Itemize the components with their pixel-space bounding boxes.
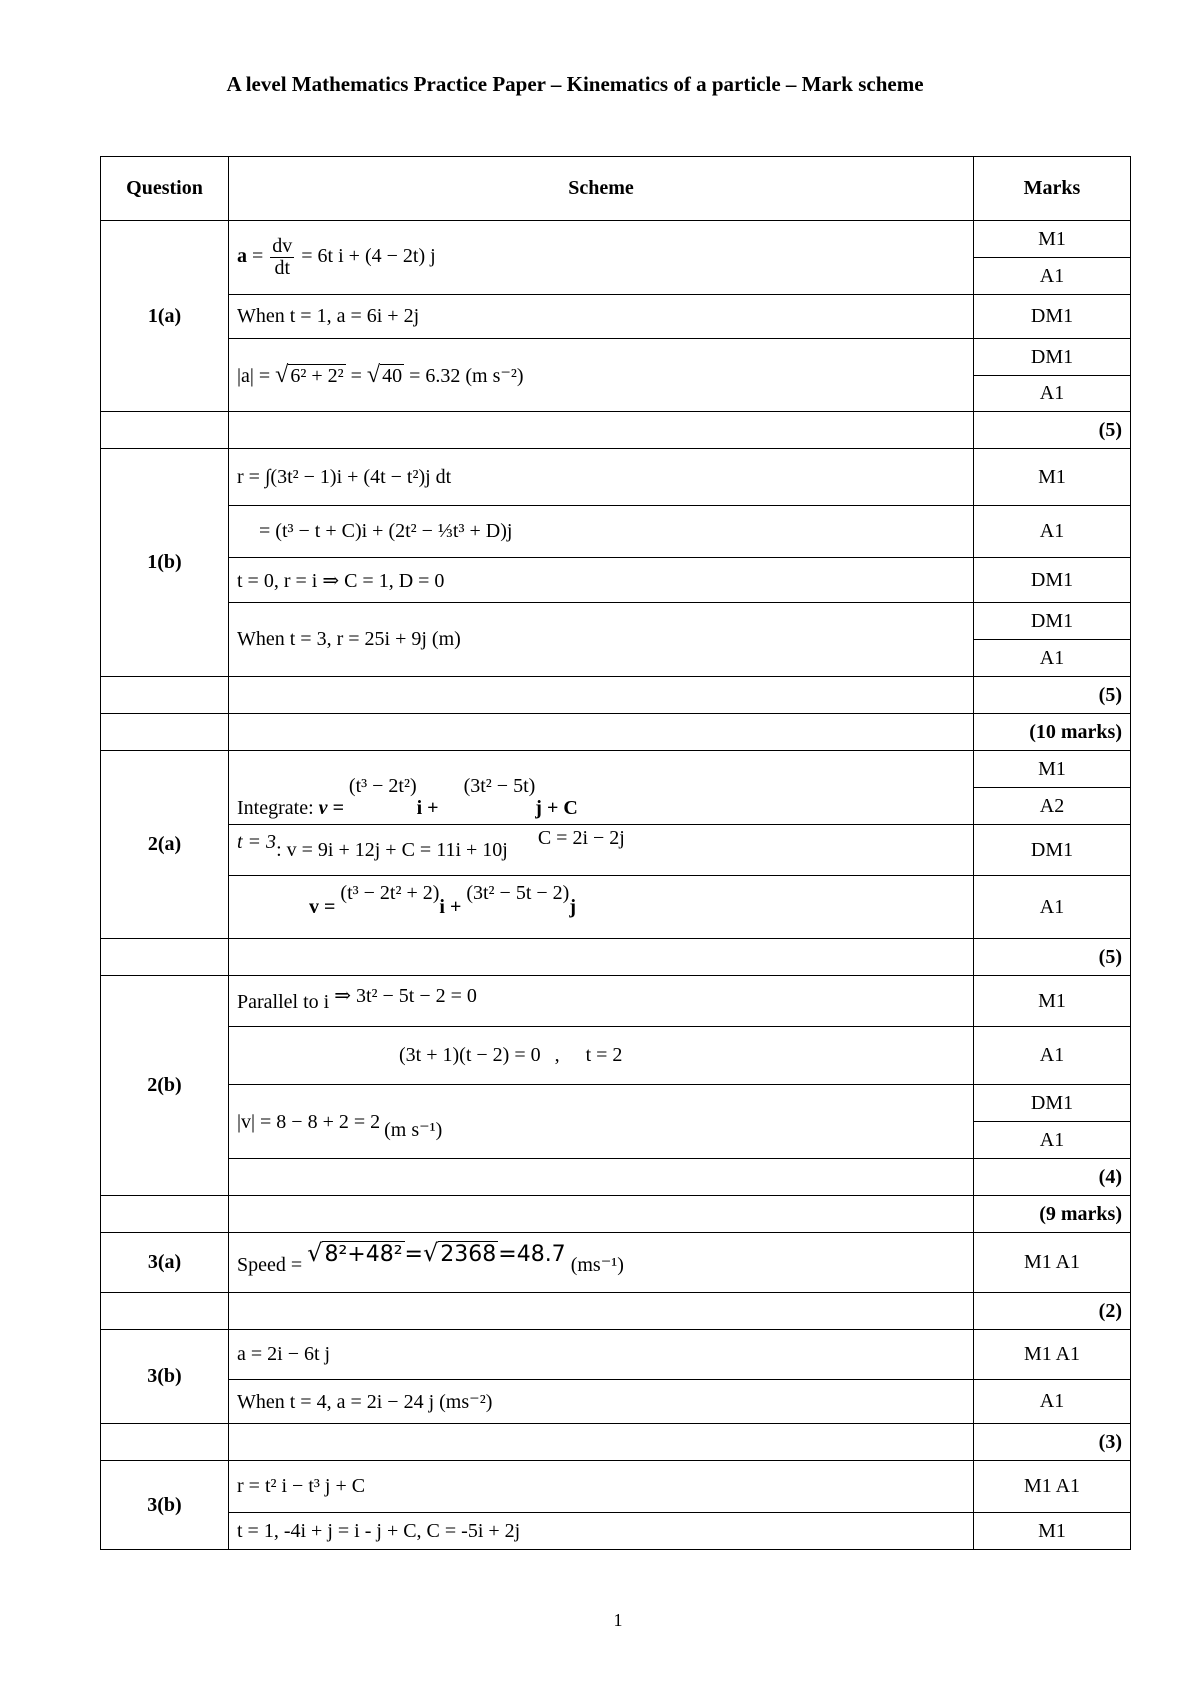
header-scheme: Scheme xyxy=(229,157,974,221)
subtotal: (5) xyxy=(974,412,1131,449)
table-row xyxy=(101,976,1131,1027)
mark-cell: A2 xyxy=(974,788,1131,825)
page-title: A level Mathematics Practice Paper – Kinematics of a particle – Mark scheme xyxy=(226,72,924,96)
scheme-line: a = 2i − 6t j xyxy=(229,1330,974,1380)
table-row xyxy=(101,751,1131,788)
mark-cell: A1 xyxy=(974,258,1131,295)
subtotal: (4) xyxy=(974,1159,1131,1196)
scheme-line: When t = 4, a = 2i − 24 j (ms⁻²) xyxy=(229,1380,974,1424)
mark-cell: DM1 xyxy=(974,295,1131,339)
scheme-line: r = t² i − t³ j + C xyxy=(229,1461,974,1513)
scheme-line: Integrate: v = (t³ − 2t²)i + (3t² − 5t)j + C xyxy=(229,751,974,825)
mark-scheme-table xyxy=(100,156,1131,1550)
scheme-line: (3t + 1)(t − 2) = 0 , t = 2 xyxy=(229,1027,974,1085)
subtotal-row xyxy=(101,1424,1131,1461)
mark-cell: M1 xyxy=(974,976,1131,1027)
mark-cell: M1 A1 xyxy=(974,1461,1131,1513)
subtotal: (5) xyxy=(974,677,1131,714)
scheme-line: a = $\frac{dv}{dt}$ = 6t i + (4 − 2t) j xyxy=(229,221,974,295)
total-marks: (9 marks) xyxy=(974,1196,1131,1233)
total-row xyxy=(101,714,1131,751)
table-row xyxy=(101,506,1131,558)
scheme-line: Speed = √8²+48²=√2368=48.7 (ms⁻¹) xyxy=(229,1233,974,1293)
mark-cell: DM1 xyxy=(974,558,1131,603)
scheme-line: r = ∫(3t² − 1)i + (4t − t²)j dt xyxy=(229,449,974,506)
mark-cell: DM1 xyxy=(974,825,1131,876)
table-row xyxy=(101,1233,1131,1293)
scheme-line: When t = 1, a = 6i + 2j xyxy=(229,295,974,339)
subtotal-row xyxy=(101,677,1131,714)
table-row xyxy=(101,1380,1131,1424)
subtotal: (2) xyxy=(974,1293,1131,1330)
total-row xyxy=(101,1196,1131,1233)
mark-cell: DM1 xyxy=(974,603,1131,640)
table-row xyxy=(101,1513,1131,1550)
scheme-line: |a| = √ 6² + 2² = √ 40 = 6.32 (m s⁻²) xyxy=(229,339,974,412)
page-number: 1 xyxy=(613,1610,623,1630)
scheme-line: |v| = 8 − 8 + 2 = 2 (m s⁻¹) xyxy=(229,1085,974,1159)
table-row xyxy=(101,825,1131,876)
subtotal-row xyxy=(101,1159,1131,1196)
question-label: 3(b) xyxy=(101,1330,229,1424)
mark-cell: M1 xyxy=(974,449,1131,506)
mark-cell: M1 A1 xyxy=(974,1233,1131,1293)
table-row xyxy=(101,1027,1131,1085)
mark-cell: M1 xyxy=(974,221,1131,258)
question-label: 3(b) xyxy=(101,1461,229,1550)
mark-cell: A1 xyxy=(974,640,1131,677)
total-marks: (10 marks) xyxy=(974,714,1131,751)
scheme-line: When t = 3, r = 25i + 9j (m) xyxy=(229,603,974,677)
mark-cell: A1 xyxy=(974,376,1131,412)
table-row xyxy=(101,295,1131,339)
table-header-row xyxy=(101,157,1131,221)
table-row xyxy=(101,1085,1131,1122)
header-marks: Marks xyxy=(974,157,1131,221)
mark-cell: M1 xyxy=(974,751,1131,788)
mark-cell: M1 A1 xyxy=(974,1330,1131,1380)
question-label: 1(a) xyxy=(101,221,229,412)
mark-cell: A1 xyxy=(974,506,1131,558)
scheme-line: v = (t³ − 2t² + 2)i + (3t² − 5t − 2)j xyxy=(229,876,974,939)
header-question: Question xyxy=(101,157,229,221)
fraction: $\frac{dv}{dt}$ xyxy=(272,235,293,279)
subtotal: (5) xyxy=(974,939,1131,976)
mark-cell: A1 xyxy=(974,1027,1131,1085)
question-label: 3(a) xyxy=(101,1233,229,1293)
question-label: 2(b) xyxy=(101,976,229,1196)
mark-cell: A1 xyxy=(974,1380,1131,1424)
scheme-line: Parallel to i ⇒ 3t² − 5t − 2 = 0 xyxy=(229,976,974,1027)
mark-cell: DM1 xyxy=(974,339,1131,376)
table-row xyxy=(101,876,1131,939)
mark-cell: DM1 xyxy=(974,1085,1131,1122)
scheme-line: t = 0, r = i ⇒ C = 1, D = 0 xyxy=(229,558,974,603)
mark-cell: A1 xyxy=(974,1122,1131,1159)
mark-cell: M1 xyxy=(974,1513,1131,1550)
scheme-line: t = 1, -4i + j = i - j + C, C = -5i + 2j xyxy=(229,1513,974,1550)
table-row xyxy=(101,603,1131,640)
table-row xyxy=(101,1461,1131,1513)
subtotal-row xyxy=(101,412,1131,449)
table-row xyxy=(101,449,1131,506)
subtotal: (3) xyxy=(974,1424,1131,1461)
table-row xyxy=(101,339,1131,376)
table-row xyxy=(101,221,1131,258)
mark-cell: A1 xyxy=(974,876,1131,939)
subtotal-row xyxy=(101,939,1131,976)
question-label: 2(a) xyxy=(101,751,229,939)
table-row xyxy=(101,558,1131,603)
question-label: 1(b) xyxy=(101,449,229,677)
scheme-line: = (t³ − t + C)i + (2t² − ⅓t³ + D)j xyxy=(229,506,974,558)
subtotal-row xyxy=(101,1293,1131,1330)
scheme-line: t = 3: v = 9i + 12j + C = 11i + 10jC = 2i − 2j xyxy=(229,825,974,876)
table-row xyxy=(101,1330,1131,1380)
